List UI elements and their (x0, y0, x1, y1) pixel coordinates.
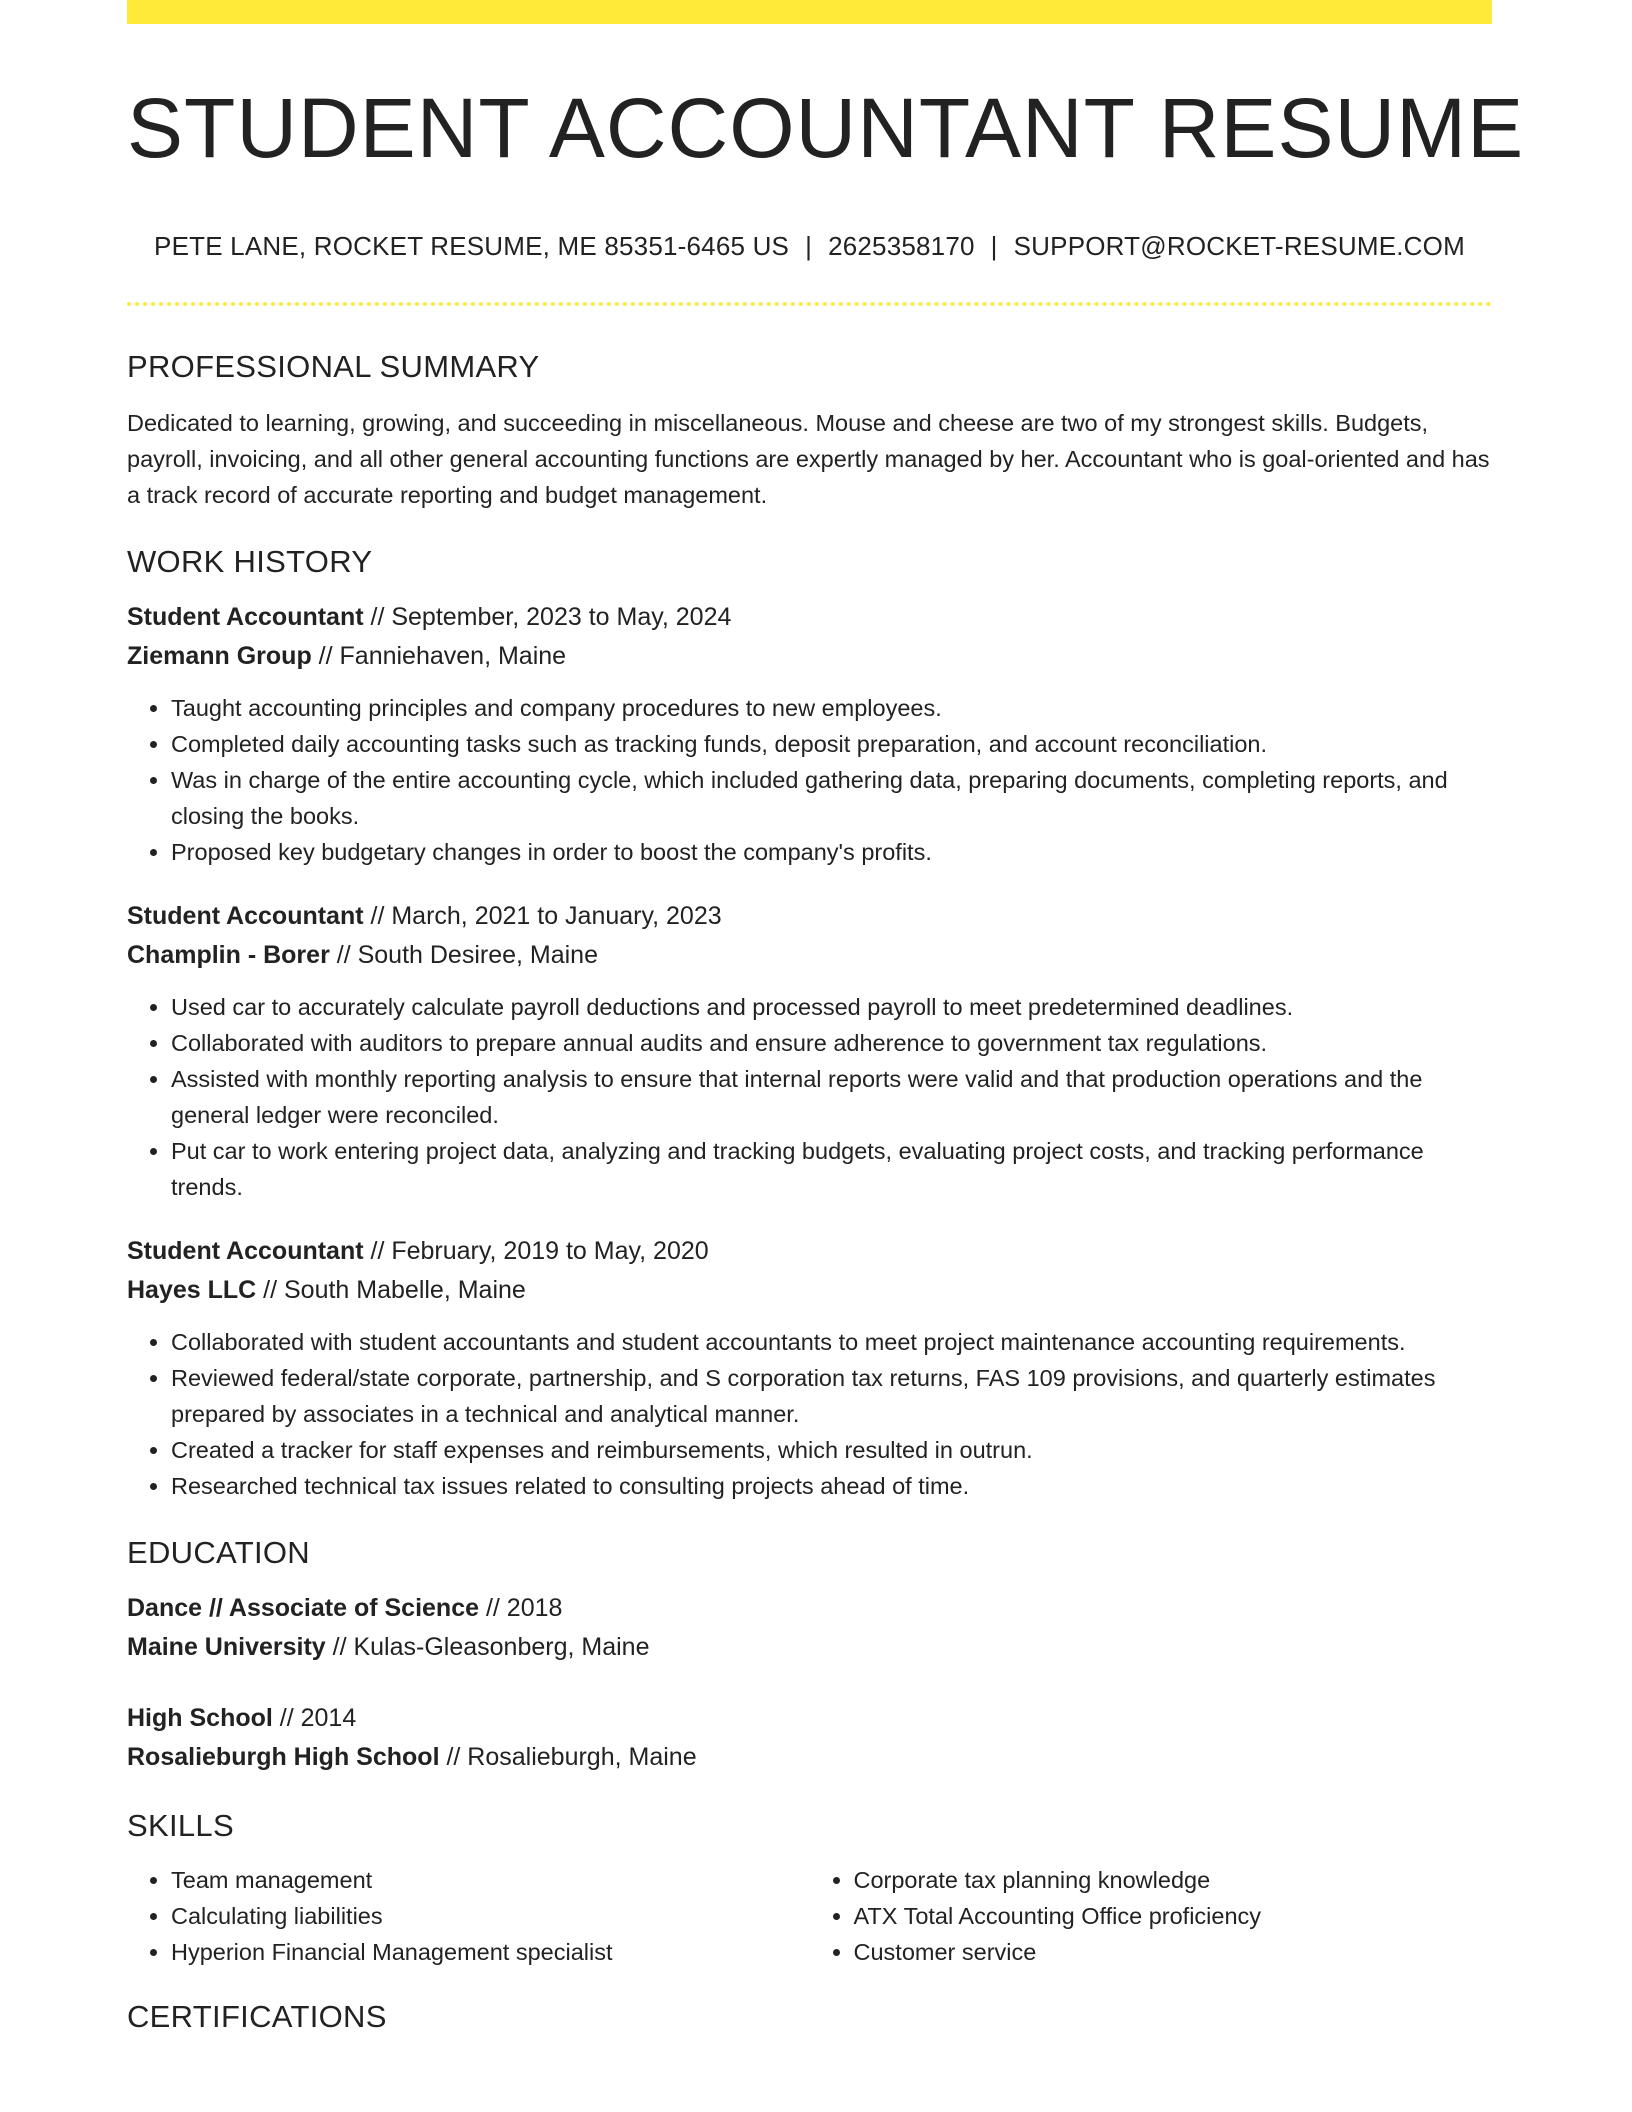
job-location: // Fanniehaven, Maine (311, 642, 567, 671)
resume-title: STUDENT ACCOUNTANT RESUME (127, 81, 1525, 175)
job-company: Champlin - Borer (127, 941, 330, 970)
job-entry (127, 598, 1492, 870)
education-year: // 2018 (479, 1594, 563, 1623)
job-location: // South Desiree, Maine (329, 941, 598, 970)
contact-separator: | (990, 230, 998, 261)
list-item: • ATX Total Accounting Office proficiency (854, 1898, 1493, 1934)
job-title: Student Accountant (127, 1237, 364, 1266)
education-degree-line (127, 1699, 1492, 1738)
dotted-divider (127, 302, 1492, 306)
job-company-line (127, 637, 1492, 676)
job-entry (127, 897, 1492, 1205)
summary-heading: PROFESSIONAL SUMMARY (127, 348, 540, 384)
skills-columns (127, 1862, 1492, 1970)
job-company: Ziemann Group (127, 642, 312, 671)
education-heading: EDUCATION (127, 1535, 310, 1571)
job-company: Hayes LLC (127, 1276, 257, 1305)
education-location: // Rosalieburgh, Maine (439, 1743, 697, 1772)
job-company-line (127, 1271, 1492, 1310)
job-bullets (127, 690, 1492, 870)
job-title-line (127, 897, 1492, 936)
job-dates: // February, 2019 to May, 2020 (363, 1237, 709, 1266)
job-location: // South Mabelle, Maine (256, 1276, 526, 1305)
skills-list (810, 1862, 1493, 1970)
list-item: • Researched technical tax issues related to consulting projects ahead of time. (171, 1468, 1492, 1504)
work-history-heading: WORK HISTORY (127, 543, 373, 579)
education-degree: Dance // Associate of Science (127, 1594, 480, 1623)
list-item: • Taught accounting principles and company procedures to new employees. (171, 690, 1492, 726)
contact-phone[interactable]: 2625358170 (828, 230, 975, 261)
list-item: • Created a tracker for staff expenses and reimbursements, which resulted in outrun. (171, 1432, 1492, 1468)
contact-separator: | (805, 230, 813, 261)
job-title-line (127, 598, 1492, 637)
job-bullets (127, 1324, 1492, 1504)
list-item: • Completed daily accounting tasks such as tracking funds, deposit preparation, and account reconciliation. (171, 726, 1492, 762)
contact-email[interactable]: SUPPORT@ROCKET-RESUME.COM (1013, 230, 1465, 261)
skills-heading: SKILLS (127, 1808, 234, 1844)
job-title-line (127, 1232, 1492, 1271)
job-bullets (127, 989, 1492, 1205)
education-school-line (127, 1628, 1492, 1667)
job-dates: // September, 2023 to May, 2024 (363, 603, 732, 632)
list-item: • Collaborated with student accountants and student accountants to meet project maintenance accounting requirements. (171, 1324, 1492, 1360)
list-item: • Reviewed federal/state corporate, partnership, and S corporation tax returns, FAS 109 provisions, and quarterly estimates prepared by associates in a technical and analytical manner. (171, 1360, 1492, 1432)
resume-page (127, 0, 1525, 2036)
list-item: • Collaborated with auditors to prepare annual audits and ensure adherence to government tax regulations. (171, 1025, 1492, 1061)
skills-column-right (810, 1862, 1493, 1970)
education-school-line (127, 1738, 1492, 1777)
education-entry (127, 1589, 1492, 1667)
education-school: Rosalieburgh High School (127, 1743, 440, 1772)
education-degree-line (127, 1589, 1492, 1628)
certifications-heading: CERTIFICATIONS (127, 1999, 387, 2035)
list-item: • Calculating liabilities (171, 1898, 810, 1934)
top-accent-bar (127, 0, 1492, 24)
education-entry (127, 1699, 1492, 1777)
job-dates: // March, 2021 to January, 2023 (363, 902, 722, 931)
education-location: // Kulas-Gleasonberg, Maine (325, 1633, 650, 1662)
list-item: • Team management (171, 1862, 810, 1898)
list-item: • Assisted with monthly reporting analysis to ensure that internal reports were valid and that production operations and the general ledger were reconciled. (171, 1061, 1492, 1133)
summary-text: Dedicated to learning, growing, and succeeding in miscellaneous. Mouse and cheese are two of my strongest skills. Budgets, payroll, invoicing, and all other general accounting functions are expertly managed by her. Accountant who is goal-oriented and has a track record of accurate reporting and budget management. (127, 409, 1490, 508)
list-item: • Was in charge of the entire accounting cycle, which included gathering data, preparing documents, completing reports, and closing the books. (171, 762, 1492, 834)
education-degree: High School (127, 1704, 273, 1733)
list-item: • Hyperion Financial Management specialist (171, 1934, 810, 1970)
contact-line (127, 231, 1492, 262)
education-school: Maine University (127, 1633, 326, 1662)
skills-list (127, 1862, 810, 1970)
job-entry (127, 1232, 1492, 1504)
list-item: • Proposed key budgetary changes in order to boost the company's profits. (171, 834, 1492, 870)
education-year: // 2014 (272, 1704, 357, 1733)
job-title: Student Accountant (127, 603, 364, 632)
list-item: • Corporate tax planning knowledge (854, 1862, 1493, 1898)
contact-address: PETE LANE, ROCKET RESUME, ME 85351-6465 US (154, 230, 790, 261)
list-item: • Customer service (854, 1934, 1493, 1970)
list-item: • Used car to accurately calculate payroll deductions and processed payroll to meet predetermined deadlines. (171, 989, 1492, 1025)
job-title: Student Accountant (127, 902, 364, 931)
list-item: • Put car to work entering project data, analyzing and tracking budgets, evaluating project costs, and tracking performance trends. (171, 1133, 1492, 1205)
skills-column-left (127, 1862, 810, 1970)
job-company-line (127, 936, 1492, 975)
